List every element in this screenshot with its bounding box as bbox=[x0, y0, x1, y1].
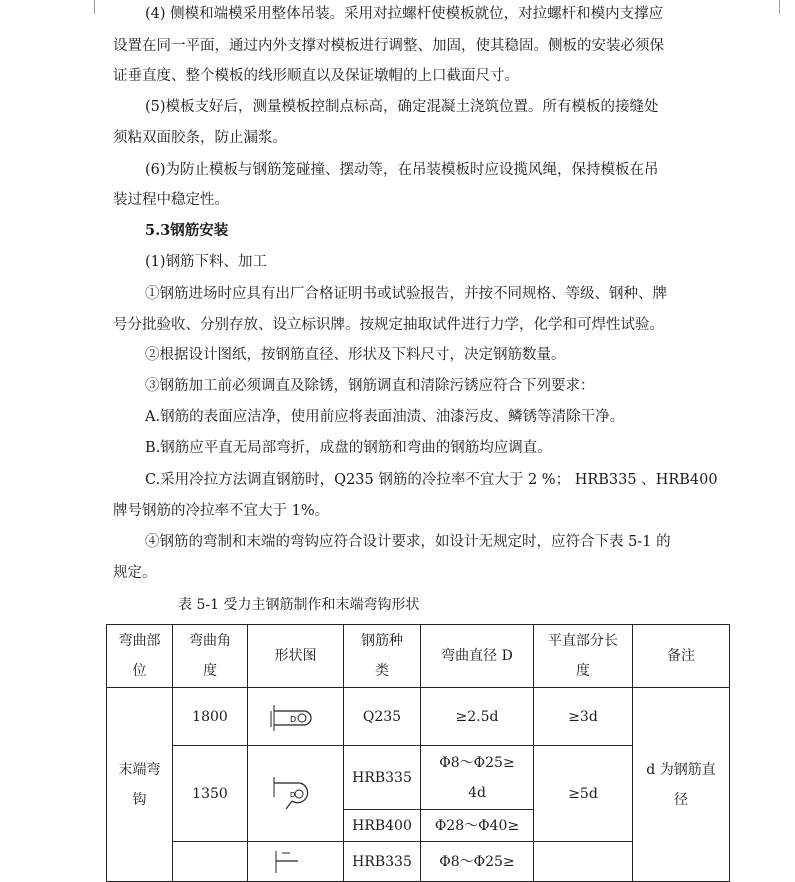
cell-text: 末端弯 bbox=[118, 761, 161, 778]
table-row bbox=[107, 688, 730, 746]
paragraph-line: 牌号钢筋的冷拉率不宜大于 1%。 bbox=[113, 503, 330, 519]
paragraph-line: ②根据设计图纸，按钢筋直径、形状及下料尺寸，决定钢筋数量。 bbox=[145, 347, 566, 363]
hook-90-diagram bbox=[268, 847, 324, 877]
cell-text: d 为钢筋直 bbox=[646, 761, 716, 778]
hook-180-diagram bbox=[268, 697, 324, 737]
header-text: 弯曲部 bbox=[118, 633, 161, 649]
paragraph-line: 证垂直度、整个模板的线形顺直以及保证墩帽的上口截面尺寸。 bbox=[113, 68, 519, 84]
steel-cell: HRB335 bbox=[344, 842, 421, 882]
table-header-row bbox=[107, 625, 730, 688]
diameter-cell bbox=[421, 746, 534, 810]
note-cell bbox=[633, 688, 730, 882]
angle-cell: 1800 bbox=[173, 688, 248, 746]
paragraph-line: (5)模板支好后，测量模板控制点标高，确定混凝土浇筑位置。所有模板的接缝处 bbox=[145, 99, 659, 115]
header-text: 形状图 bbox=[274, 648, 317, 664]
straight-cell: ≥3d bbox=[534, 688, 633, 746]
cell-text: 径 bbox=[674, 791, 688, 808]
steel-cell: Q235 bbox=[344, 688, 421, 746]
diameter-cell: Φ28～Φ40≥ bbox=[421, 810, 534, 842]
rebar-hook-table bbox=[106, 624, 730, 882]
diameter-cell: ≥2.5d bbox=[421, 688, 534, 746]
page-margin-mark-left bbox=[94, 0, 95, 14]
header-text: 弯曲直径 D bbox=[441, 648, 513, 664]
svg-text:D: D bbox=[289, 790, 295, 799]
paragraph-line: C.采用冷拉方法调直钢筋时，Q235 钢筋的冷拉率不宜大于 2 %； HRB335 、HRB400 bbox=[145, 472, 718, 488]
paragraph-line: ④钢筋的弯制和末端的弯钩应符合设计要求，如设计无规定时，应符合下表 5-1 的 bbox=[145, 534, 671, 550]
shape-cell bbox=[248, 842, 344, 882]
steel-cell: HRB400 bbox=[344, 810, 421, 842]
header-text: 钢筋种 bbox=[361, 633, 403, 649]
straight-cell: ≥5d bbox=[534, 746, 633, 842]
table-caption: 表 5-1 受力主钢筋制作和末端弯钩形状 bbox=[178, 597, 420, 613]
position-cell bbox=[107, 688, 173, 882]
straight-cell bbox=[534, 842, 633, 882]
header-text: 度 bbox=[203, 663, 217, 679]
paragraph-line: (4) 侧模和端模采用整体吊装。采用对拉螺杆使模板就位，对拉螺杆和模内支撑应 bbox=[145, 6, 664, 22]
paragraph-line: 设置在同一平面，通过内外支撑对模板进行调整、加固，使其稳固。侧板的安装必须保 bbox=[113, 38, 664, 54]
header-text: 位 bbox=[132, 663, 147, 679]
paragraph-line: 规定。 bbox=[113, 565, 157, 581]
paragraph-line: ①钢筋进场时应具有出厂合格证明书或试验报告，并按不同规格、等级、钢种、牌 bbox=[145, 286, 667, 302]
cell-text: Φ8～Φ25≥ bbox=[439, 754, 515, 771]
header-cell-angle bbox=[173, 625, 248, 688]
page-margin-mark-right bbox=[779, 0, 780, 14]
paragraph-line: 装过程中稳定性。 bbox=[113, 192, 229, 208]
hook-135-diagram bbox=[268, 771, 324, 817]
header-cell-note bbox=[633, 625, 730, 688]
cell-text: 钩 bbox=[132, 791, 147, 808]
paragraph-line: 号分批验收、分别存放、设立标识牌。按规定抽取试件进行力学，化学和可焊性试验。 bbox=[113, 317, 664, 333]
shape-cell bbox=[248, 688, 344, 746]
shape-cell bbox=[248, 746, 344, 842]
paragraph-line: 须粘双面胶条，防止漏浆。 bbox=[113, 130, 287, 146]
paragraph-line: A.钢筋的表面应洁净，使用前应将表面油渍、油漆污皮、鳞锈等清除干净。 bbox=[145, 409, 625, 425]
paragraph-line: (6)为防止模板与钢筋笼碰撞、摆动等，在吊装模板时应设揽风绳，保持模板在吊 bbox=[145, 162, 659, 178]
header-text: 备注 bbox=[667, 648, 695, 664]
svg-text:D: D bbox=[289, 714, 296, 724]
paragraph-line: B.钢筋应平直无局部弯折，成盘的钢筋和弯曲的钢筋均应调直。 bbox=[145, 440, 552, 456]
header-cell-position bbox=[107, 625, 173, 688]
header-cell-shape bbox=[248, 625, 344, 688]
header-text: 弯曲角 bbox=[189, 633, 231, 649]
cell-text: 4d bbox=[468, 784, 486, 801]
diameter-cell: Φ8～Φ25≥ bbox=[421, 842, 534, 882]
angle-cell: 1350 bbox=[173, 746, 248, 842]
header-text: 平直部分长 bbox=[548, 633, 618, 649]
header-cell-straight bbox=[534, 625, 633, 688]
steel-cell: HRB335 bbox=[344, 746, 421, 810]
header-text: 度 bbox=[576, 663, 590, 679]
header-text: 类 bbox=[375, 663, 389, 679]
paragraph-line: ③钢筋加工前必须调直及除锈，钢筋调直和清除污锈应符合下列要求： bbox=[145, 378, 595, 394]
paragraph-line: (1)钢筋下料、加工 bbox=[145, 254, 268, 270]
angle-cell bbox=[173, 842, 248, 882]
header-cell-steel bbox=[344, 625, 421, 688]
section-heading: 5.3钢筋安装 bbox=[145, 222, 229, 239]
header-cell-diameter bbox=[421, 625, 534, 688]
